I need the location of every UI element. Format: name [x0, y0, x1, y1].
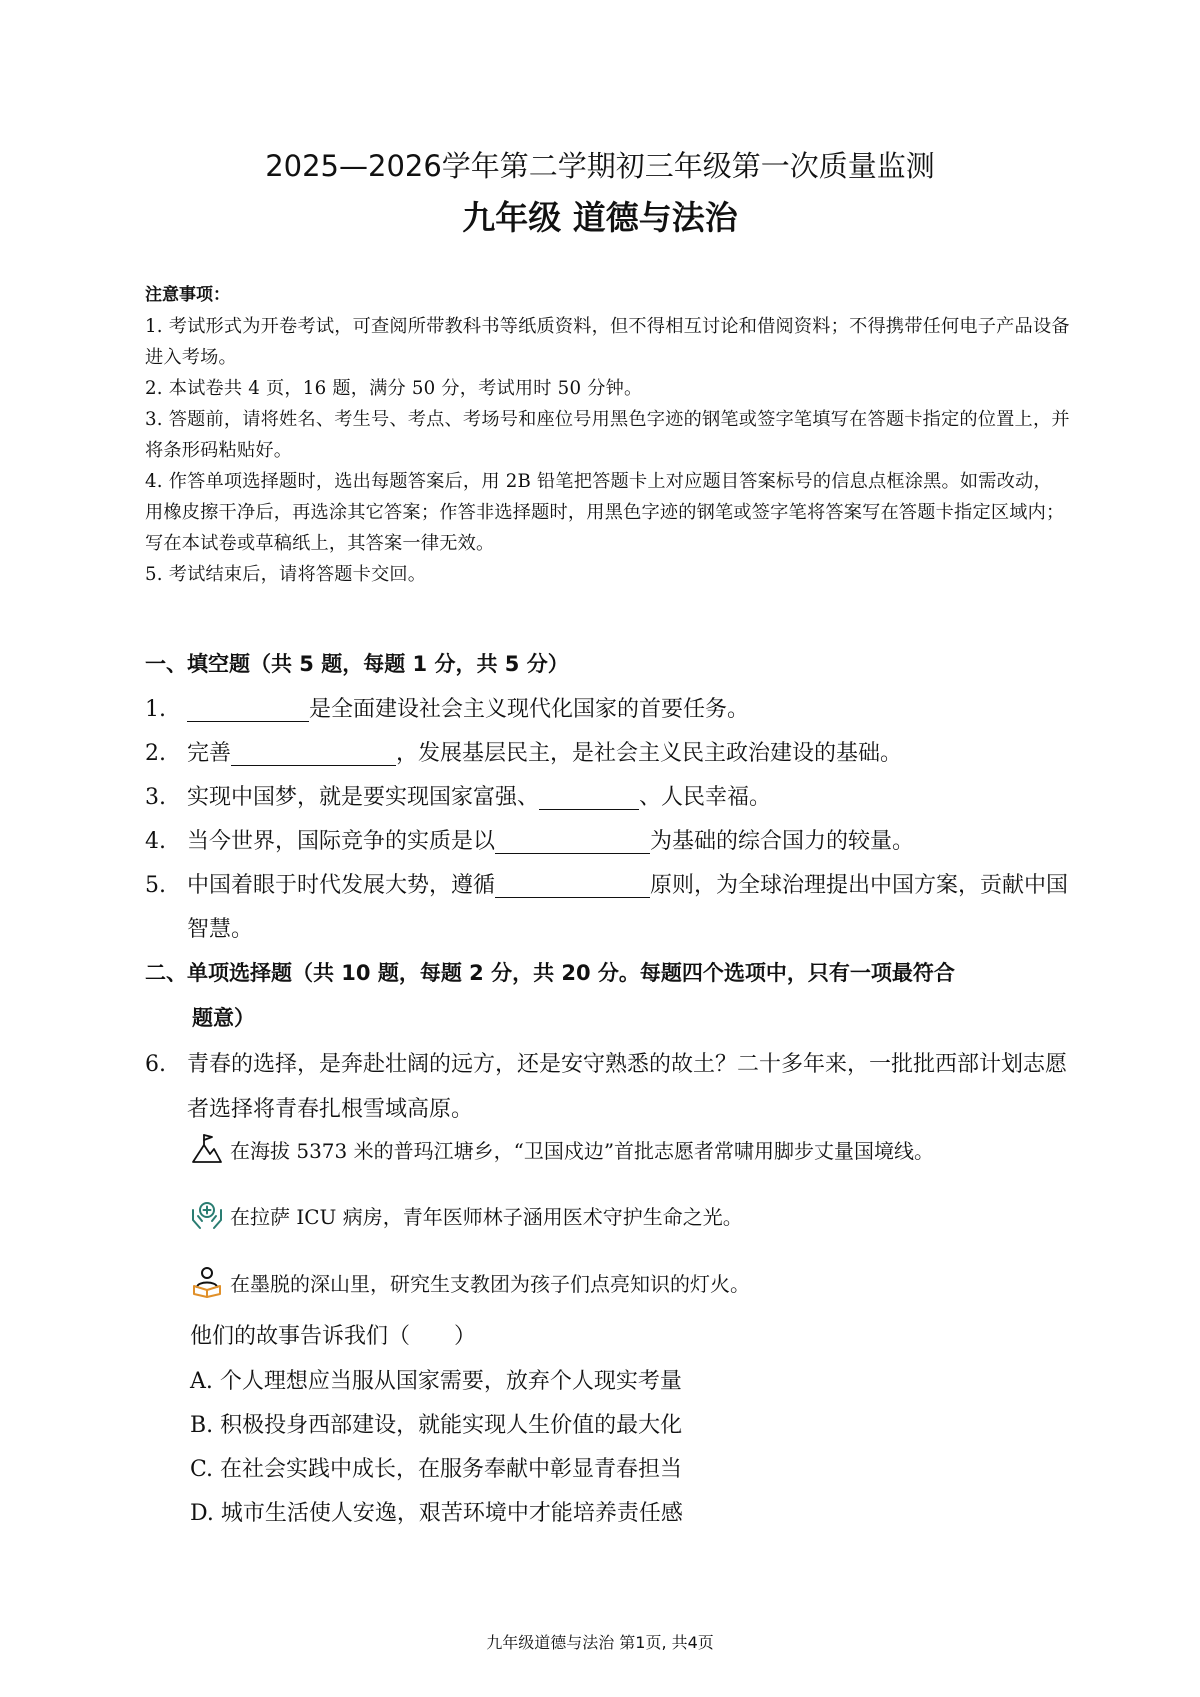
- notes-item: 4. 作答单项选择题时，选出每题答案后，用 2B 铅笔把答题卡上对应题目答案标号的信息点框涂黑。如需改动，用橡皮擦干净后，再选涂其它答案；作答非选择题时，用黑色字迹的钢笔或签字笔将答案写在答题卡指定区域内；写在本试卷或草稿纸上，其答案一律无效。: [145, 471, 1065, 554]
- notes-heading: 注意事项：: [145, 285, 230, 305]
- page-footer: 九年级道德与法治 第1页, 共4页: [486, 1633, 714, 1652]
- mountain-flag-icon: [190, 1132, 224, 1166]
- question-number: 1.: [145, 697, 166, 722]
- question-row: [145, 776, 1085, 820]
- question-text: 、人民幸福。: [639, 785, 772, 810]
- answer-blank[interactable]: [231, 737, 396, 766]
- exam-title: 2025—2026学年第二学期初三年级第一次质量监测: [265, 149, 935, 183]
- section-heading-line: 题意）: [192, 1006, 255, 1030]
- notes-item: 5. 考试结束后，请将答题卡交回。: [145, 564, 427, 585]
- answer-blank[interactable]: [495, 869, 650, 898]
- teacher-book-icon: [190, 1265, 224, 1299]
- question-text: ，发展基层民主，是社会主义民主政治建设的基础。: [396, 741, 903, 766]
- medical-hands-icon: [190, 1198, 224, 1232]
- answer-blank[interactable]: [495, 825, 650, 854]
- question-number: 5.: [145, 873, 166, 898]
- story-text: 在墨脱的深山里，研究生支教团为孩子们点亮知识的灯火。: [230, 1272, 750, 1296]
- question-number: 2.: [145, 741, 166, 766]
- section-heading-line: 二、单项选择题（共 10 题，每题 2 分，共 20 分。每题四个选项中，只有一项最符合: [145, 961, 955, 985]
- notes-item: 3. 答题前，请将姓名、考生号、考点、考场号和座位号用黑色字迹的钢笔或签字笔填写在答题卡指定的位置上，并将条形码粘贴好。: [145, 409, 1070, 461]
- notes-list: [145, 311, 1070, 590]
- question-prompt: 他们的故事告诉我们（ ）: [190, 1324, 477, 1349]
- story-item: [190, 1264, 750, 1304]
- option-c: C. 在社会实践中成长，在服务奉献中彰显青春担当: [190, 1457, 683, 1482]
- option-b: B. 积极投身西部建设，就能实现人生价值的最大化: [190, 1413, 683, 1438]
- question-text: 原则，为全球治理提出中国方案，贡献中国智慧。: [187, 873, 1069, 942]
- question-text: 中国着眼于时代发展大势，遵循: [187, 873, 496, 898]
- question-text: 实现中国梦，就是要实现国家富强、: [187, 785, 540, 810]
- fill-in-questions: [145, 688, 1085, 952]
- question-6: [145, 1042, 1085, 1132]
- section-heading-choice: [145, 951, 1075, 1041]
- option-a: A. 个人理想应当服从国家需要，放弃个人现实考量: [190, 1369, 682, 1394]
- exam-subject: 九年级 道德与法治: [462, 198, 738, 237]
- question-row: [145, 864, 1085, 952]
- story-item: [190, 1131, 934, 1171]
- question-stem: 青春的选择，是奔赴壮阔的远方，还是安守熟悉的故土？二十多年来，一批批西部计划志愿者选择将青春扎根雪域高原。: [187, 1052, 1068, 1122]
- question-row: [145, 688, 1085, 732]
- question-text: 当今世界，国际竞争的实质是以: [187, 829, 496, 854]
- story-text: 在海拔 5373 米的普玛江塘乡，“卫国戍边”首批志愿者常啸用脚步丈量国境线。: [230, 1139, 935, 1163]
- option-d: D. 城市生活使人安逸，艰苦环境中才能培养责任感: [190, 1501, 683, 1526]
- question-text: 完善: [187, 741, 232, 766]
- answer-options: [190, 1360, 683, 1536]
- question-text: 是全面建设社会主义现代化国家的首要任务。: [309, 697, 750, 722]
- question-number: 4.: [145, 829, 166, 854]
- notes-item: 1. 考试形式为开卷考试，可查阅所带教科书等纸质资料，但不得相互讨论和借阅资料；不得携带任何电子产品设备进入考场。: [145, 316, 1070, 368]
- question-row: [145, 732, 1085, 776]
- section-heading-fill-in: 一、填空题（共 5 题，每题 1 分，共 5 分）: [145, 652, 569, 676]
- answer-blank[interactable]: [539, 781, 639, 810]
- question-row: [145, 820, 1085, 864]
- answer-blank[interactable]: [187, 693, 309, 722]
- question-text: 为基础的综合国力的较量。: [650, 829, 915, 854]
- question-number: 6.: [145, 1052, 166, 1077]
- story-text: 在拉萨 ICU 病房，青年医师林子涵用医术守护生命之光。: [230, 1205, 743, 1229]
- question-number: 3.: [145, 785, 166, 810]
- notes-item: 2. 本试卷共 4 页，16 题，满分 50 分，考试用时 50 分钟。: [145, 378, 643, 399]
- story-item: [190, 1197, 743, 1237]
